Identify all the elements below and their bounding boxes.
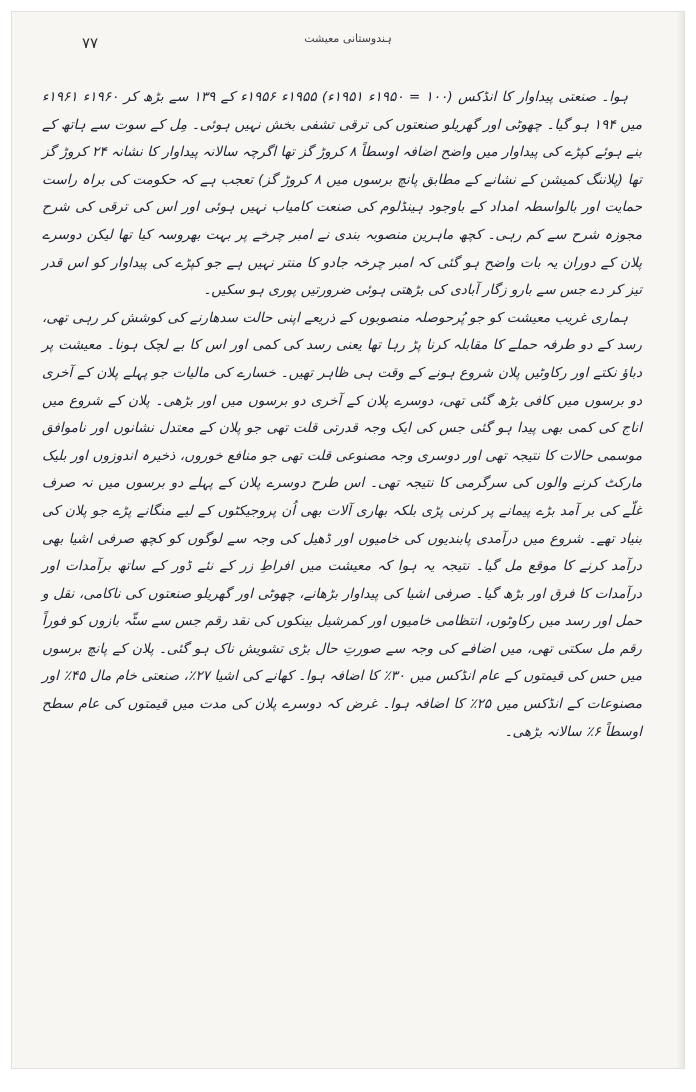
page-number: ۷۷ — [82, 34, 99, 52]
book-page — [12, 12, 684, 1068]
paragraph-1: ہوا۔ صنعتی پیداوار کا انڈکس (۱۰۰ = ۱۹۵۰ء ۱۹۵۱ء) ۱۹۵۵ء ۱۹۵۶ء کے ۱۳۹ سے بڑھ کر ۱۹۶۰ء ۱۹۶۱ء میں ۱۹۴ ہو گیا۔ چھوٹی اور گھریلو صنعتوں کی ترقی تشفی بخش نہیں ہوئی۔ مِل کے سوت سے ہاتھ کے بنے ہوئے کپڑے کی پیداوار میں واضح اضافہ اوسطاً ۸ کروڑ گز تھا اگرچہ سالانہ پیداوار کا نشانہ ۲۴ کروڑ گز تھا (پلاننگ کمیشن کے نشانے کے مطابق پانچ برسوں میں ۸ کروڑ گز) تعجب ہے کہ حکومت کی براہ راست حمایت اور بالواسطہ امداد کے باوجود ہینڈلوم کی صنعت کامیاب نہیں ہوئی اور اس کی ترقی کی شرح مجوزہ شرح سے کم رہی۔ کچھ ماہرین منصوبہ بندی نے امبر چرخے پر بہت بھروسہ کیا تھا لیکن دوسرے پلان کے دوران یہ بات واضح ہو گئی کہ امبر چرخہ جادو کا منتر نہیں ہے جو کپڑے کی پیداوار کو اس قدر تیز کر دے جس سے بارو زگار آبادی کی بڑھتی ہوئی ضرورتیں پوری ہو سکیں۔ — [42, 89, 642, 299]
body-text — [42, 84, 642, 746]
page-edge-shadow — [676, 12, 684, 1068]
paragraph-2: ہماری غریب معیشت کو جو پُرحوصلہ منصوبوں کے ذریعے اپنی حالت سدھارنے کی کوشش کر رہی تھی، رسد کے دو طرفہ حملے کا مقابلہ کرنا پڑ رہا تھا یعنی رسد کی کمی اور اس کا بے لچک ہونا۔ معیشت پر دباؤ نکتے اور رکاوٹیں پلان شروع ہونے کے وقت ہی ظاہر تھیں۔ خسارے کی مالیات جو پہلے پلان کے آخری دو برسوں میں کافی بڑھ گئی تھی، دوسرے پلان کے آخری دو برسوں میں اور بڑھی۔ پلان کے شروع میں اناج کی کمی بھی پیدا ہو گئی جس کی ایک وجہ قدرتی قلت تھی جو پلان کے معتدل نشانوں اور ناموافق موسمی حالات کا نتیجہ تھی اور دوسری وجہ مصنوعی قلت تھی جو منافع خوروں، ذخیرہ اندوزوں اور بلیک مارکٹ کرنے والوں کی سرگرمی کا نتیجہ تھی۔ اس طرح دوسرے پلان کے پہلے دو برسوں میں نہ صرف غلّے کی بر آمد بڑے پیمانے پر کرنی پڑی بلکہ بھاری آلات بھی اُن پروجیکٹوں کے لیے منگانے پڑے جو پلان کی بنیاد تھے۔ شروع میں درآمدی پابندیوں کی خامیوں اور ڈھیل کی وجہ سے لوگوں کو کچھ صرفی اشیا بھی درآمد کرنے کا موقع مل گیا۔ نتیجہ یہ ہوا کہ معیشت میں افراطِ زر کے نئے ڈور کے ساتھ برآمدات اور درآمدات کا فرق اور بڑھ گیا۔ صرفی اشیا کی پیداوار بڑھانے، چھوٹی اور گھریلو صنعتوں کی ناکامی، نقل و حمل اور رسد میں رکاوٹوں، انتظامی خامیوں اور کمرشیل بینکوں کی نقد رقم جس سے سٹّہ بازوں کو فوراً رقم مل سکتی تھی، میں اضافے کی وجہ سے صورتِ حال بڑی تشویش ناک ہو گئی۔ پلان کے پانچ برسوں میں حس کی قیمتوں کے عام انڈکس میں ۳۰٪ کا اضافہ ہوا۔ کھانے کی اشیا ۲۷٪، صنعتی خام مال ۴۵٪ اور مصنوعات کے انڈکس میں ۲۵٪ کا اضافہ ہوا۔ غرض کہ دوسرے پلان کی مدت میں قیمتوں کی عام سطح اوسطاً ۶٪ سالانہ بڑھی۔ — [42, 309, 642, 740]
running-head: ہندوستانی معیشت — [304, 32, 392, 45]
